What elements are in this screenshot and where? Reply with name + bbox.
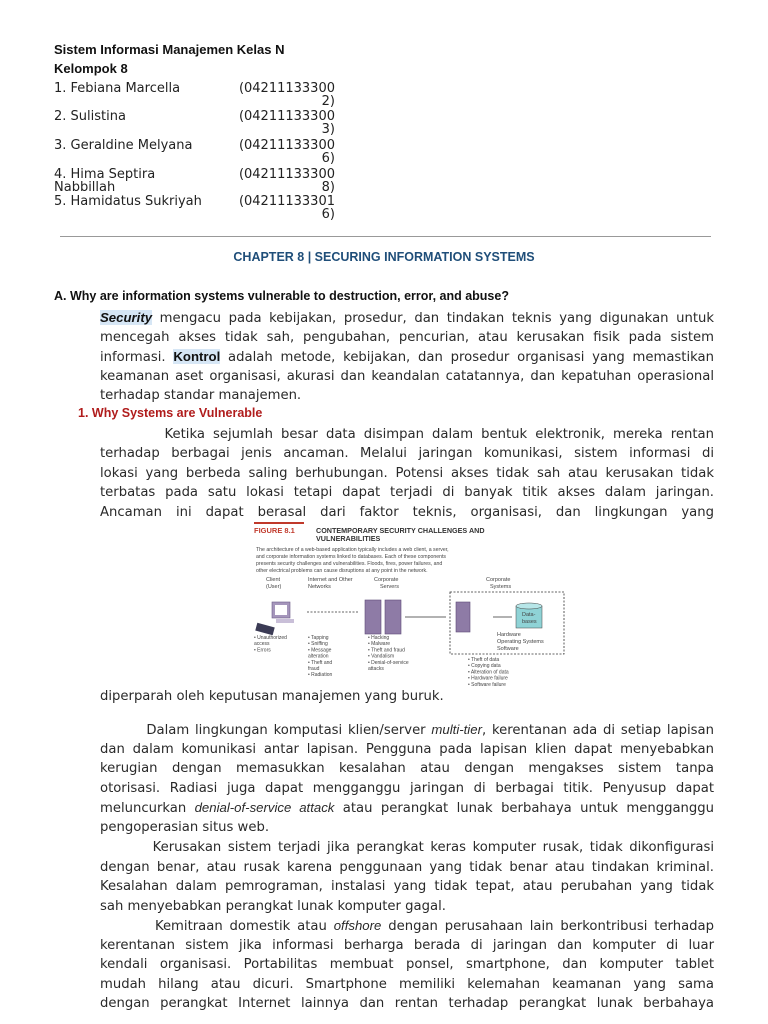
member-id: (042111333016) (238, 194, 335, 222)
text-segment: Kesalahan dalam pemrograman, instalasi yang tidak tepat, atau perubahan yang tidak (100, 879, 714, 894)
threat-item: access (254, 641, 270, 648)
figure-title: CONTEMPORARY SECURITY CHALLENGES AND (316, 526, 485, 535)
text-segment: Kerusakan sistem terjadi jika perangkat keras komputer rusak, tidak dikonfigurasi (100, 840, 714, 855)
column-label: Networks (308, 584, 331, 590)
text-segment: mudah hilang atau dicuri. Smartphone memiliki kelemahan keamanan yang sama (100, 976, 714, 992)
db-label: Data- (522, 612, 536, 618)
db-label: bases (522, 619, 537, 625)
figure-title: VULNERABILITIES (316, 534, 381, 543)
threat-item: alteration (308, 653, 329, 660)
paragraph-line (100, 759, 714, 778)
corporate-servers-icon (365, 600, 401, 634)
paragraph-line (100, 936, 714, 955)
member-name: 4. Hima Septira Nabbillah (54, 167, 156, 195)
text-segment: kerugian dengan memasukkan kesalahan atau dengan mengakses sistem tanpa (100, 761, 714, 777)
text-segment: kendali organisasi. Portabilitas membuat ponsel, smartphone, dan komputer tablet (100, 957, 714, 972)
systems-box-label: Operating Systems (497, 639, 544, 645)
paragraph-line (100, 740, 714, 759)
text-segment: mengacu pada kebijakan, prosedur, dan tindakan teknis yang digunakan untuk (152, 311, 714, 326)
text-segment: meluncurkan (100, 801, 195, 817)
text-segment: Ketika sejumlah besar data disimpan dalam bentuk elektronik, mereka rentan (100, 427, 714, 442)
threat-item: • Alteration of data (468, 669, 509, 676)
text-segment: pengoperasian situs web. (100, 820, 270, 835)
text-segment: dengan perangkat Internet lainnya dan rentan terhadap perangkat lunak berbahaya (100, 996, 714, 1011)
paragraph-line (100, 347, 714, 366)
figure-caption: and corporate information systems linked to databases. Each of these components (256, 554, 447, 560)
threat-item: attacks (368, 666, 384, 672)
threat-item: • Message (308, 647, 332, 654)
paragraph-line (100, 503, 714, 522)
paragraph-line (100, 955, 714, 974)
text-segment: kerentanan sistem jika informasi berharga berada di jaringan dan komputer di luar (100, 937, 714, 953)
column-label: (User) (266, 584, 282, 590)
threat-item: • Malware (368, 641, 391, 648)
paragraph-line (100, 308, 714, 327)
paragraph-line (100, 779, 714, 798)
text-segment: otorisasi. Radiasi juga dapat mengganggu jaringan di berbagai titik. Penyusup dapat (100, 780, 714, 796)
text-segment: adalah metode, kebijakan, dan prosedur organisasi yang memastikan (220, 350, 714, 365)
section-heading-a: A. Why are information systems vulnerable to destruction, error, and abuse? (54, 289, 509, 303)
threat-item: • Errors (254, 647, 271, 654)
text-segment: terhadap berbagai jenis ancaman. Melalui jaringan komunikasi, sistem informasi di (100, 446, 714, 462)
text-segment: dengan perusahaan lain berkontribusi terhadap (381, 919, 714, 934)
paragraph-line (100, 897, 714, 916)
chapter-title: CHAPTER 8 | SECURING INFORMATION SYSTEMS (233, 250, 535, 264)
threat-item: • Theft and (308, 659, 333, 666)
text-segment: atau perangkat lunak berbahaya untuk mengganggu (334, 801, 714, 817)
text-segment: diperparah oleh keputusan manajemen yang buruk. (100, 689, 444, 704)
threat-item: • Tapping (308, 635, 329, 641)
member-name: 1. Febiana Marcella (54, 81, 181, 96)
paragraph-line (100, 386, 714, 405)
text-segment: informasi. (100, 350, 174, 365)
figure-caption: presents security challenges and vulnerabilities. Floods, fires, power failures, and (256, 561, 443, 567)
threat-item: • Hardware failure (468, 675, 508, 682)
text-segment: terhadap standar manajemen. (100, 388, 302, 403)
text-segment: , kerentanan ada di setiap lapisan (481, 723, 714, 738)
emphasized-term: multi-tier (431, 722, 482, 737)
text-segment: lokasi yang berbeda saling berhubungan. Potensi akses tidak sah atau kerusakan tidak (100, 465, 714, 481)
text-segment: Kemitraan domestik atau (100, 919, 334, 934)
paragraph-line (100, 328, 714, 347)
emphasized-term: offshore (333, 918, 382, 933)
member-id: (042111333006) (238, 138, 335, 166)
threat-item: fraud (308, 666, 320, 672)
paragraph-line (100, 818, 714, 837)
text-segment: sah menyebabkan perangkat lunak komputer gagal. (100, 898, 446, 914)
threat-item: • Copying data (468, 663, 501, 670)
horizontal-divider (60, 236, 711, 237)
member-list (54, 82, 344, 222)
figure-8-1 (250, 522, 566, 692)
member-id: (042111333008) (238, 167, 335, 195)
systems-box-label: Software (497, 646, 519, 652)
column-label: Corporate (374, 577, 399, 583)
systems-box-label: Hardware (497, 632, 521, 638)
threat-item: • Unauthorized (254, 635, 287, 641)
member-id: (042111333002) (238, 81, 335, 109)
text-segment: dengan benar, atau rusak karena penggunaan yang tidak benar atau tindakan kriminal. (100, 859, 714, 875)
paragraph-line (100, 720, 714, 739)
member-name: 3. Geraldine Melyana (54, 138, 193, 153)
emphasized-term: Kontrol (173, 349, 221, 364)
threat-item: • Hacking (368, 635, 390, 641)
member-name: 5. Hamidatus Sukriyah (54, 194, 202, 209)
text-segment: terbatas pada satu lokasi tetapi dapat terjadi di banyak titik akses dalam jaringan. (100, 485, 714, 501)
member-name: 2. Sulistina (54, 109, 126, 124)
column-label: Client (266, 577, 281, 583)
column-label: Servers (380, 584, 399, 590)
text-segment: Dalam lingkungan komputasi klien/server (100, 723, 432, 738)
text-segment: mencegah akses tidak sah, pengubahan, pencurian, atau kerusakan fisik pada sistem (100, 329, 714, 345)
figure-label: FIGURE 8.1 (254, 526, 295, 535)
column-label: Internet and Other (308, 577, 353, 583)
emphasized-term: denial-of-service attack (194, 800, 335, 816)
paragraph-line (100, 444, 714, 463)
paragraph-line (100, 916, 714, 935)
subheading-why-systems-vulnerable: 1. Why Systems are Vulnerable (78, 406, 263, 420)
text-segment: Ancaman ini dapat berasal dari faktor teknis, organisasi, dan lingkungan yang (100, 504, 714, 520)
paragraph-line (100, 838, 714, 857)
threat-item: • Theft of data (468, 657, 500, 663)
paragraph-line (100, 798, 714, 817)
figure-caption: other electrical problems can cause disruptions at any point in the network. (256, 568, 428, 574)
paragraph-line (100, 877, 714, 896)
threat-item: • Software failure (468, 681, 506, 688)
paragraph-line (100, 975, 714, 994)
column-label: Systems (490, 584, 512, 590)
text-segment: dan dalam komunikasi antar lapisan. Pengguna pada lapisan klien dapat menyebabkan (100, 741, 714, 757)
text-segment: keamanan aset organisasi, akurasi dan keandalan catatannya, dan kepatuhan operasional (100, 368, 714, 384)
threat-item: • Denial-of-service (368, 659, 409, 666)
paragraph-line (100, 858, 714, 877)
group-label: Kelompok 8 (54, 61, 128, 76)
threat-item: • Vandalism (368, 653, 395, 660)
threat-item: • Radiation (308, 672, 333, 679)
member-id: (042111333003) (238, 109, 335, 137)
threat-item: • Theft and fraud (368, 647, 405, 654)
figure-caption: The architecture of a web-based application typically includes a web client, a server, (256, 547, 449, 553)
document-title: Sistem Informasi Manajemen Kelas N (54, 42, 285, 57)
figure-accent-bar (254, 522, 304, 524)
emphasized-term: Security (100, 310, 153, 325)
system-server-icon (456, 602, 470, 632)
threat-item: • Sniffing (308, 641, 328, 648)
paragraph-line (100, 483, 714, 502)
paragraph-line (100, 464, 714, 483)
paragraph-line (100, 994, 714, 1013)
paragraph-line (100, 425, 714, 444)
column-label: Corporate (486, 577, 511, 583)
paragraph-line (100, 367, 714, 386)
client-computer-icon (255, 602, 294, 635)
